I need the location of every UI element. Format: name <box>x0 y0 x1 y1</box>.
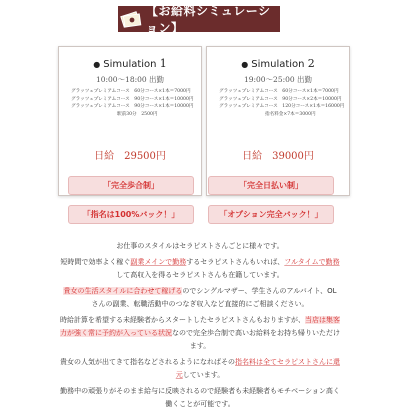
course-row: 駅前30分 2500円 <box>117 111 158 117</box>
shift-time: 19:00～25:00 出勤 <box>243 75 313 84</box>
paragraph: 時給計算を希望する未経験者からスタートしたセラピストさんもおりますが、当店は集客力が強く常に予約が入っている状況なので完全歩合制で高いお給料をお持ち帰りいただけます。 <box>60 316 340 350</box>
banknote-icon <box>120 7 142 31</box>
speech-bubble-icon: ● <box>241 60 249 69</box>
paragraph: 貴女の人気が出てきて指名などされるようになればその指名料は全てセラピストさんに還元しています。 <box>60 358 340 379</box>
paragraph: 短時間で効率よく稼ぐ副業メインで勤務するセラピストさんもいれば、フルタイムで勤務して高収入を得るセラピストさんも在籍しています。 <box>60 258 340 279</box>
course-row: グラッツェプレミアムコース 60分コース×1本＝7000円 <box>71 89 191 94</box>
simulation-card-2 <box>206 46 350 196</box>
course-row: グラッツェプレミアムコース 60分コース×1本＝7000円 <box>219 89 339 94</box>
course-list <box>219 88 345 118</box>
shift-time: 10:00～18:00 出勤 <box>95 75 165 84</box>
badge-option-back: 「オプション完全バック！」 <box>208 205 334 224</box>
daily-total: 日給 39000円 <box>242 151 314 162</box>
course-row: 指名料金×7本＝3000円 <box>265 111 316 117</box>
simulation-title: ● Simulation 2 <box>241 57 315 70</box>
simulation-title: ● Simulation 1 <box>93 57 167 70</box>
speech-bubble-icon: ● <box>93 60 101 69</box>
badge-nomination-back: 「指名は100%バック！」 <box>68 205 194 224</box>
section-header-title: 【お給料シミュレーション】 <box>146 4 271 35</box>
course-row: グラッツェプレミアムコース 90分コース×2本＝10000円 <box>219 96 342 102</box>
badge-daily-pay: 「完全日払い制」 <box>208 176 334 195</box>
paragraph: 貴女の生活スタイルに合わせて稼げるのでシングルマザー、学生さんのアルバイト、OLさんの副業、転職活動中のつなぎ収入など直接的にご相談ください。 <box>63 287 337 308</box>
paragraph: 勤務中の頑張りがそのまま給与に反映されるので経験者も未経験者もモチベーション高く働くことが可能です。 <box>60 387 340 408</box>
course-row: グラッツェプレミアムコース 90分コース×1本＝10000円 <box>71 96 194 102</box>
badge-commission: 「完全歩合制」 <box>68 176 194 195</box>
course-row: グラッツェプレミアムコース 90分コース×1本＝10000円 <box>71 104 194 110</box>
daily-total: 日給 29500円 <box>94 151 166 162</box>
course-list <box>71 88 193 118</box>
section-header <box>118 4 280 35</box>
description <box>60 240 340 414</box>
course-row: グラッツェプレミアムコース 120分コース×1本＝16000円 <box>219 104 345 110</box>
simulation-card-1 <box>58 46 202 196</box>
paragraph: お仕事のスタイルはセラピストさんごとに様々です。 <box>116 242 284 250</box>
